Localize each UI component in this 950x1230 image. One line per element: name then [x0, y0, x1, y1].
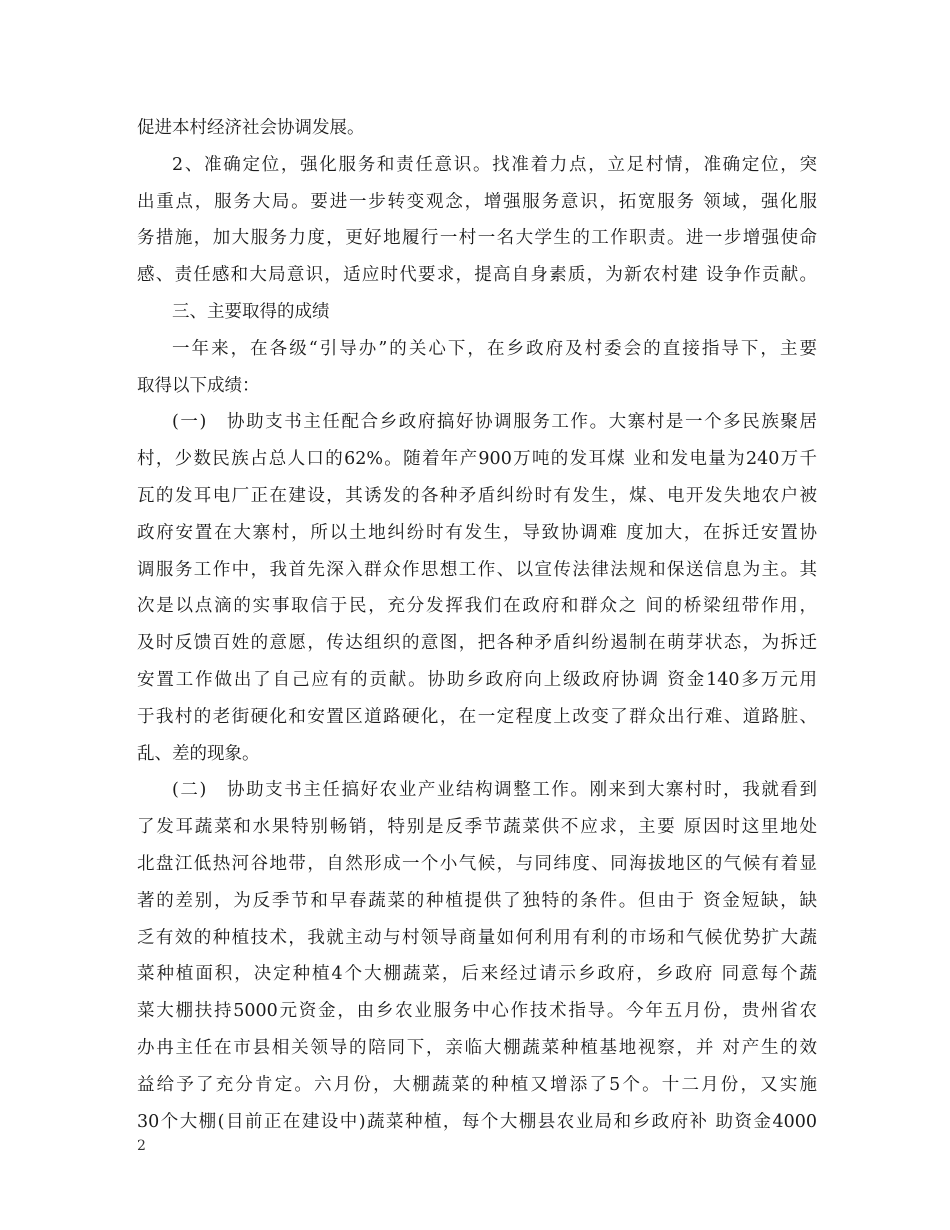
text-line: 30个大棚(目前正在建设中)蔬菜种植，每个大棚县农业局和乡政府补 助资金4000	[137, 1111, 817, 1132]
text-line: 著的差别，为反季节和早春蔬菜的种植提供了独特的条件。但由于 资金短缺，缺	[137, 890, 817, 911]
document-body	[137, 110, 817, 1140]
text-line: 于我村的老街硬化和安置区道路硬化，在一定程度上改变了群众出行难、道路脏、	[137, 706, 817, 727]
text-line: 取得以下成绩：	[137, 375, 260, 396]
text-line: 乱、差的现象。	[137, 743, 260, 764]
text-line: 务措施，加大服务力度，更好地履行一村一名大学生的工作职责。进一步增强使命	[137, 228, 817, 249]
text-line: 菜种植面积，决定种植4个大棚蔬菜，后来经过请示乡政府，乡政府 同意每个蔬	[137, 964, 817, 985]
text-line: 瓦的发耳电厂正在建设，其诱发的各种矛盾纠纷时有发生，煤、电开发失地农户被	[137, 485, 817, 506]
page-number: 2	[137, 1138, 146, 1154]
text-line: 益给予了充分肯定。六月份，大棚蔬菜的种植又增添了5个。十二月份，又实施	[137, 1074, 817, 1095]
text-line: 促进本村经济社会协调发展。	[137, 118, 365, 138]
text-line: 乏有效的种植技术，我就主动与村领导商量如何利用有利的市场和气候优势扩大蔬	[137, 927, 817, 948]
text-line: 菜大棚扶持5000元资金，由乡农业服务中心作技术指导。今年五月份，贵州省农	[137, 1001, 817, 1022]
text-line: (一) 协助支书主任配合乡政府搞好协调服务工作。大寨村是一个多民族聚居	[172, 412, 817, 433]
text-line: 感、责任感和大局意识，适应时代要求，提高自身素质，为新农村建 设争作贡献。	[137, 265, 817, 286]
text-line: 安置工作做出了自己应有的贡献。协助乡政府向上级政府协调 资金140多万元用	[137, 669, 817, 690]
text-line: 村，少数民族占总人口的62%。随着年产900万吨的发耳煤 业和发电量为240万千	[137, 449, 817, 470]
text-line: 出重点，服务大局。要进一步转变观念，增强服务意识，拓宽服务 领域，强化服	[137, 191, 817, 212]
text-line: 了发耳蔬菜和水果特别畅销，特别是反季节蔬菜供不应求，主要 原因时这里地处	[137, 817, 817, 838]
text-line: 政府安置在大寨村，所以土地纠纷时有发生，导致协调难 度加大，在拆迁安置协	[137, 522, 817, 543]
text-line: (二) 协助支书主任搞好农业产业结构调整工作。刚来到大寨村时，我就看到	[172, 780, 817, 801]
text-line: 调服务工作中，我首先深入群众作思想工作、以宣传法律法规和保送信息为主。其	[137, 559, 817, 580]
text-line: 2、准确定位，强化服务和责任意识。找准着力点，立足村情，准确定位，突	[172, 154, 817, 175]
text-line: 办冉主任在市县相关领导的陪同下，亲临大棚蔬菜种植基地视察，并 对产生的效	[137, 1037, 817, 1058]
text-line: 及时反馈百姓的意愿，传达组织的意图，把各种矛盾纠纷遏制在萌芽状态，为拆迁	[137, 633, 817, 654]
text-line: 次是以点滴的实事取信于民，充分发挥我们在政府和群众之 间的桥梁纽带作用，	[137, 596, 817, 617]
section-heading: 三、主要取得的成绩	[172, 301, 330, 322]
text-line: 北盘江低热河谷地带，自然形成一个小气候，与同纬度、同海拔地区的气候有着显	[137, 853, 817, 874]
text-line: 一年来，在各级“引导办”的关心下，在乡政府及村委会的直接指导下，主要	[172, 338, 817, 359]
